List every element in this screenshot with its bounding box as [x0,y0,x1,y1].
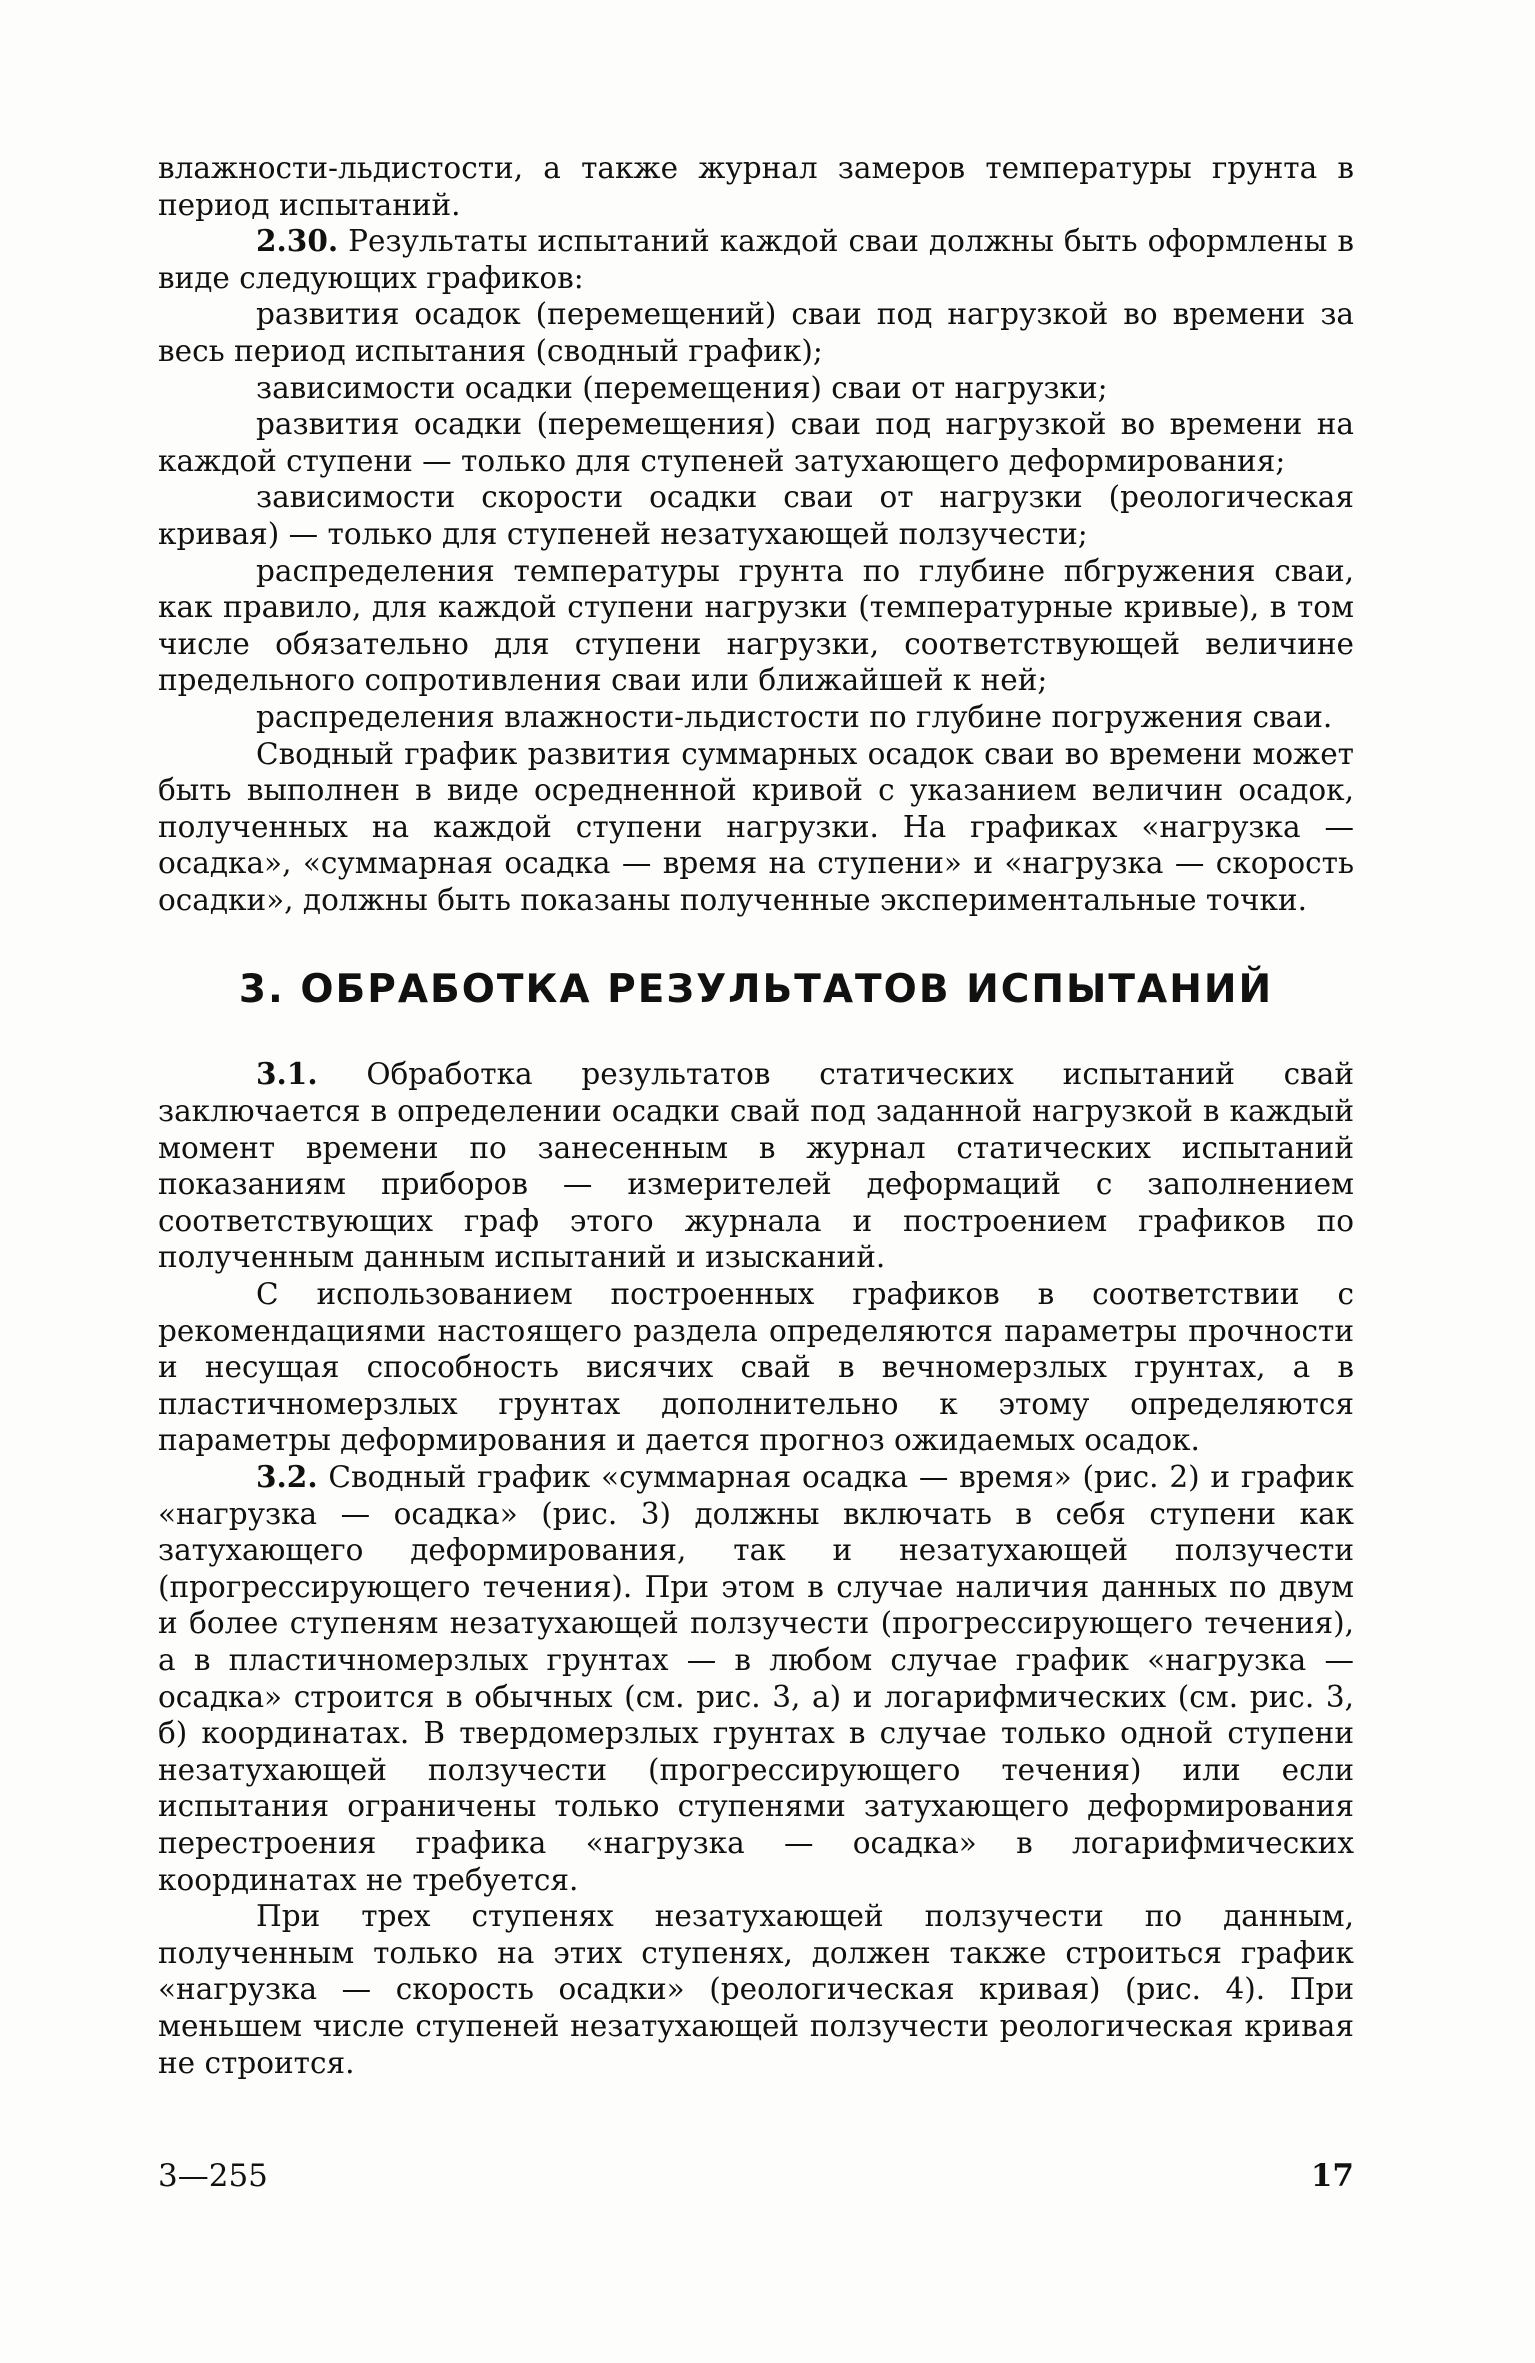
printer-signature: 3—255 [158,2158,268,2194]
clause-number: 3.2. [256,1459,318,1494]
list-item: зависимости осадки (перемещения) сваи от нагрузки; [256,370,1108,405]
text-column [158,150,1354,2081]
paragraph-3-1 [158,1056,1354,1276]
paragraph-3-2 [158,1459,1354,1898]
list-item: распределения температуры грунта по глубине пбгружения сваи, как правило, для каждой ступени нагрузки (температурные кривые), в том числе обязательно для ступени нагрузки, соответствующей величине предельного сопротивления сваи или ближайшей к ней; [158,553,1354,698]
clause-text: Обработка результатов статических испытаний свай заключается в определении осадки свай под заданной нагрузкой в каждый момент времени по занесенным в журнал статических испытаний показаниям приборов — измерителей деформаций с заполнением соответствующих граф этого журнала и построением графиков по полученным данным испытаний и изысканий. [158,1057,1354,1275]
paragraph-summary-graph: Сводный график развития суммарных осадок сваи во времени может быть выполнен в виде осредненной кривой с указанием величин осадок, полученных на каждой ступени нагрузки. На графиках «нагрузка — осадка», «суммарная осадка — время на ступени» и «нагрузка — скорость осадки», должны быть показаны полученные экспериментальные точки. [158,736,1354,917]
clause-text: Сводный график «суммарная осадка — время» (рис. 2) и график «нагрузка — осадка» (рис. 3) должны включать в себя ступени как затухающего деформирования, так и незатухающей ползучести (прогрессирующего течения). При этом в случае наличия данных по двум и более ступеням незатухающей ползучести (прогрессирующего течения), а в пластичномерзлых грунтах — в любом случае график «нагрузка — осадка» строится в обычных (см. рис. 3, а) и логарифмических (см. рис. 3, б) координатах. В твердомерзлых грунтах в случае только одной ступени незатухающей ползучести (прогрессирующего течения) или если испытания ограничены только ступенями затухающего деформирования перестроения графика «нагрузка — осадка» в логарифмических координатах не требуется. [158,1460,1354,1897]
paragraph-3-1-continued: С использованием построенных графиков в соответствии с рекомендациями настоящего раздела определяются параметры прочности и несущая способность висячих свай в вечномерзлых грунтах, а в пластичномерзлых грунтах дополнительно к этому определяются параметры деформирования и дается прогноз ожидаемых осадок. [158,1277,1354,1458]
list-item: распределения влажности-льдистости по глубине погружения сваи. [256,699,1333,734]
list-item: зависимости скорости осадки сваи от нагрузки (реологическая кривая) — только для ступеней незатухающей ползучести; [158,480,1354,551]
list-item: развития осадок (перемещений) сваи под нагрузкой во времени за весь период испытания (сводный график); [158,297,1354,368]
clause-number: 2.30. [256,223,339,259]
paragraph-2-30 [158,223,1354,296]
paragraph-3-2-continued: При трех ступенях незатухающей ползучести по данным, полученным только на этих ступенях, должен также строиться график «нагрузка — скорость осадки» (реологическая кривая) (рис. 4). При меньшем числе ступеней незатухающей ползучести реологическая кривая не строится. [158,1899,1354,2080]
section-heading: 3. ОБРАБОТКА РЕЗУЛЬТАТОВ ИСПЫТАНИЙ [238,967,1274,1013]
paragraph-continuation: влажности-льдистости, а также журнал замеров температуры грунта в период испытаний. [158,151,1354,222]
page-number: 17 [1310,2158,1354,2194]
clause-number: 3.1. [256,1056,318,1092]
page-footer [158,2158,1354,2198]
clause-text: Результаты испытаний каждой сваи должны быть оформлены в виде следующих графиков: [158,224,1354,295]
list-item: развития осадки (перемещения) сваи под нагрузкой во времени на каждой ступени — только для ступеней затухающего деформирования; [158,407,1354,478]
